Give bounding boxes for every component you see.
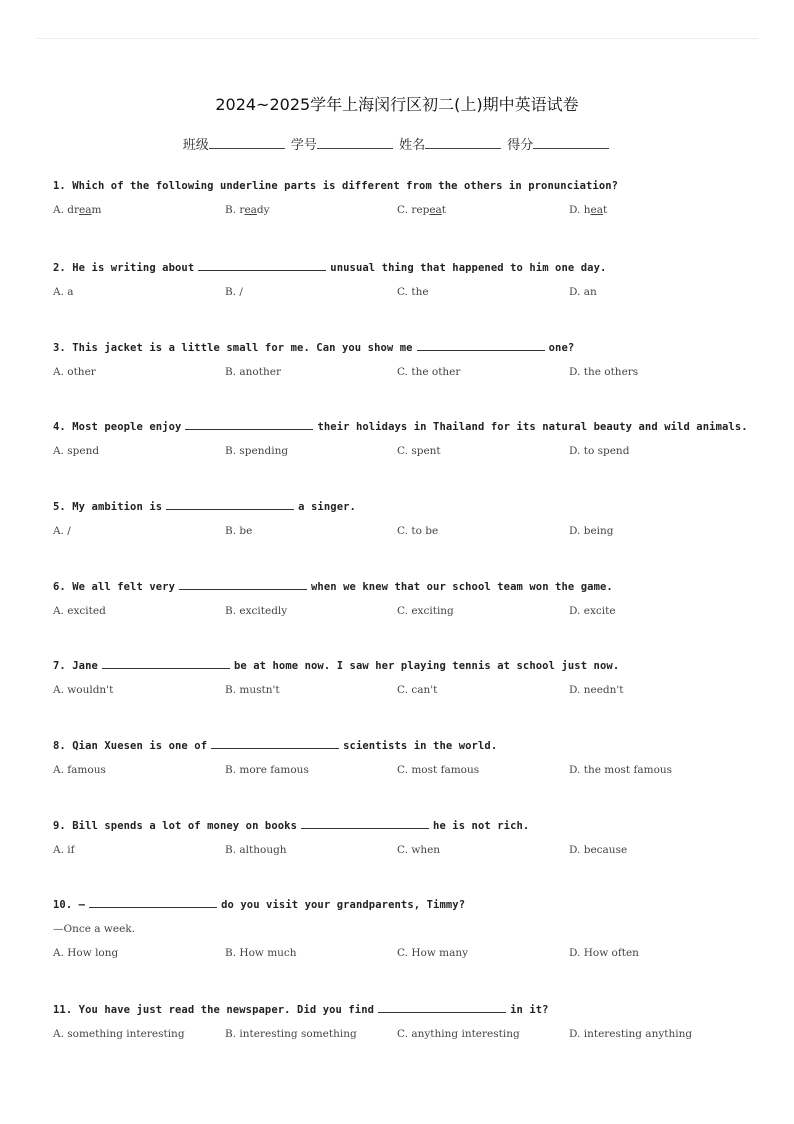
- option-letter: C.: [397, 366, 412, 378]
- stem-text-after: in it?: [510, 1004, 549, 1016]
- option-text: anything interesting: [411, 1028, 520, 1040]
- question-stem: [53, 818, 753, 832]
- option-b[interactable]: [225, 684, 280, 696]
- stem-text-before: 4. Most people enjoy: [53, 421, 182, 433]
- answer-blank[interactable]: [198, 260, 326, 271]
- question-stem: [53, 340, 753, 354]
- option-text: r: [239, 204, 245, 216]
- option-a[interactable]: [53, 1028, 185, 1040]
- option-c[interactable]: [397, 1028, 520, 1040]
- option-a[interactable]: [53, 605, 106, 617]
- option-text: How often: [583, 947, 639, 959]
- option-letter: A.: [53, 764, 68, 776]
- option-c[interactable]: [397, 844, 440, 856]
- answer-blank[interactable]: [417, 340, 545, 351]
- option-b[interactable]: [225, 366, 281, 378]
- option-c[interactable]: [397, 947, 468, 959]
- option-letter: D.: [569, 286, 584, 298]
- option-letter: D.: [569, 445, 584, 457]
- answer-blank[interactable]: [179, 579, 307, 590]
- option-letter: C.: [397, 286, 412, 298]
- option-letter: B.: [225, 525, 240, 537]
- option-letter: D.: [569, 844, 584, 856]
- question-stem: [53, 180, 753, 192]
- option-c[interactable]: [397, 366, 460, 378]
- option-text: the: [411, 286, 429, 298]
- answer-blank[interactable]: [89, 897, 217, 908]
- option-letter: D.: [569, 764, 584, 776]
- option-c[interactable]: [397, 605, 454, 617]
- option-letter: D.: [569, 684, 584, 696]
- question-stem: [53, 260, 753, 274]
- answer-options: [53, 684, 753, 698]
- question-6: [53, 579, 753, 619]
- option-letter: A.: [53, 445, 68, 457]
- answer-options: [53, 764, 753, 778]
- answer-options: [53, 947, 753, 961]
- option-text: excite: [583, 605, 616, 617]
- option-text: excited: [67, 605, 106, 617]
- question-stem: [53, 1002, 753, 1016]
- option-text: because: [583, 844, 628, 856]
- option-letter: B.: [225, 605, 240, 617]
- option-letter: A.: [53, 947, 68, 959]
- option-text: excitedly: [239, 605, 288, 617]
- score-label: 得分: [507, 138, 534, 153]
- option-d[interactable]: [569, 1028, 692, 1040]
- question-stem: [53, 419, 753, 433]
- option-text: being: [583, 525, 614, 537]
- answer-blank[interactable]: [185, 419, 313, 430]
- option-c[interactable]: [397, 204, 446, 216]
- option-text: interesting anything: [583, 1028, 693, 1040]
- option-text: /: [67, 525, 71, 537]
- option-letter: B.: [225, 844, 240, 856]
- option-text: dy: [256, 204, 270, 216]
- question-9: [53, 818, 753, 858]
- option-b[interactable]: [225, 286, 243, 298]
- option-letter: A.: [53, 1028, 68, 1040]
- answer-options: [53, 366, 753, 380]
- option-letter: B.: [225, 366, 240, 378]
- option-letter: C.: [397, 204, 412, 216]
- option-d[interactable]: [569, 366, 638, 378]
- option-letter: C.: [397, 605, 412, 617]
- option-letter: C.: [397, 844, 412, 856]
- stem-text-after: he is not rich.: [433, 820, 530, 832]
- option-d[interactable]: [569, 525, 614, 537]
- option-c[interactable]: [397, 764, 479, 776]
- option-text: needn't: [583, 684, 624, 696]
- option-text: another: [239, 366, 281, 378]
- option-text: spent: [411, 445, 441, 457]
- option-letter: D.: [569, 525, 584, 537]
- option-text: an: [583, 286, 597, 298]
- stem-text-after: do you visit your grandparents, Timmy?: [221, 899, 466, 911]
- option-letter: C.: [397, 525, 412, 537]
- option-letter: C.: [397, 1028, 412, 1040]
- class-label: 班级: [182, 138, 209, 153]
- option-b[interactable]: [225, 525, 252, 537]
- option-text: t: [441, 204, 447, 216]
- option-b[interactable]: [225, 947, 297, 959]
- option-text: when: [411, 844, 441, 856]
- option-c[interactable]: [397, 445, 441, 457]
- option-letter: B.: [225, 764, 240, 776]
- question-11: [53, 1002, 753, 1042]
- option-text: most famous: [411, 764, 480, 776]
- option-text: mustn't: [239, 684, 280, 696]
- header-divider: [36, 38, 758, 39]
- stem-text-after: a singer.: [298, 501, 356, 513]
- option-text: other: [67, 366, 96, 378]
- option-d[interactable]: [569, 764, 672, 776]
- option-letter: C.: [397, 445, 412, 457]
- answer-options: [53, 286, 753, 300]
- option-text: the most famous: [583, 764, 673, 776]
- option-a[interactable]: [53, 525, 71, 537]
- option-text: How much: [239, 947, 297, 959]
- option-letter: A.: [53, 286, 68, 298]
- answer-options: [53, 1028, 753, 1042]
- stem-text-before: 8. Qian Xuesen is one of: [53, 740, 208, 752]
- option-a[interactable]: [53, 204, 101, 216]
- option-text: How many: [411, 947, 469, 959]
- option-letter: D.: [569, 947, 584, 959]
- name-label: 姓名: [399, 138, 426, 153]
- stem-text-after: be at home now. I saw her playing tennis at school just now.: [233, 660, 620, 672]
- option-b[interactable]: [225, 605, 287, 617]
- option-letter: C.: [397, 684, 412, 696]
- option-text: h: [583, 204, 591, 216]
- question-stem: [53, 499, 753, 513]
- option-text: something interesting: [67, 1028, 185, 1040]
- option-letter: B.: [225, 286, 240, 298]
- question-2: [53, 260, 753, 300]
- answer-blank[interactable]: [301, 818, 429, 829]
- option-text: to spend: [583, 445, 630, 457]
- option-text: although: [239, 844, 287, 856]
- option-a[interactable]: [53, 947, 118, 959]
- stem-text-after: when we knew that our school team won the game.: [311, 581, 613, 593]
- option-text: can't: [411, 684, 438, 696]
- stem-text-after: one?: [548, 342, 575, 354]
- option-a[interactable]: [53, 844, 75, 856]
- option-d[interactable]: [569, 445, 629, 457]
- class-blank[interactable]: [209, 136, 285, 149]
- student-number-label: 学号: [290, 138, 317, 153]
- question-stem: [53, 579, 753, 593]
- option-letter: A.: [53, 844, 68, 856]
- option-letter: D.: [569, 605, 584, 617]
- option-text: to be: [411, 525, 439, 537]
- option-text: famous: [67, 764, 106, 776]
- option-letter: A.: [53, 525, 68, 537]
- option-c[interactable]: [397, 684, 437, 696]
- option-a[interactable]: [53, 764, 106, 776]
- option-text: exciting: [411, 605, 454, 617]
- stem-text-after: their holidays in Thailand for its natural beauty and wild animals.: [317, 421, 748, 433]
- option-letter: A.: [53, 204, 68, 216]
- option-text: How long: [67, 947, 119, 959]
- question-stem: [53, 738, 753, 752]
- option-letter: A.: [53, 684, 68, 696]
- option-text: wouldn't: [67, 684, 114, 696]
- underlined-letters: ea: [244, 204, 257, 216]
- question-4: [53, 419, 753, 459]
- option-text: /: [239, 286, 243, 298]
- student-number-blank[interactable]: [317, 136, 393, 149]
- question-stem: [53, 658, 753, 672]
- underlined-letters: ea: [429, 204, 442, 216]
- stem-text-before: 2. He is writing about: [53, 262, 195, 274]
- option-text: a: [67, 286, 74, 298]
- option-letter: B.: [225, 445, 240, 457]
- stem-text-before: 9. Bill spends a lot of money on books: [53, 820, 298, 832]
- stem-text-before: 1. Which of the following underline parts is different from the others in pronunciation?: [53, 180, 619, 192]
- option-text: more famous: [239, 764, 309, 776]
- option-text: t: [602, 204, 608, 216]
- question-8: [53, 738, 753, 778]
- question-stem: [53, 897, 753, 911]
- option-letter: A.: [53, 605, 68, 617]
- option-text: be: [239, 525, 253, 537]
- option-b[interactable]: [225, 204, 270, 216]
- option-letter: C.: [397, 764, 412, 776]
- page-title: 2024~2025学年上海闵行区初二(上)期中英语试卷: [215, 95, 579, 114]
- answer-options: [53, 844, 753, 858]
- answer-options: [53, 605, 753, 619]
- option-c[interactable]: [397, 525, 438, 537]
- question-10: [53, 897, 753, 961]
- question-3: [53, 340, 753, 380]
- stem-text-before: 6. We all felt very: [53, 581, 176, 593]
- answer-blank[interactable]: [378, 1002, 506, 1013]
- option-letter: D.: [569, 366, 584, 378]
- question-5: [53, 499, 753, 539]
- option-text: spend: [67, 445, 100, 457]
- option-a[interactable]: [53, 366, 96, 378]
- dialogue-reply: —Once a week.: [53, 923, 136, 935]
- answer-options: [53, 445, 753, 459]
- answer-options: [53, 204, 753, 218]
- question-1: [53, 180, 753, 218]
- option-letter: D.: [569, 204, 584, 216]
- option-text: if: [67, 844, 75, 856]
- option-letter: C.: [397, 947, 412, 959]
- option-letter: B.: [225, 204, 240, 216]
- option-text: the other: [411, 366, 461, 378]
- stem-text-before: 5. My ambition is: [53, 501, 163, 513]
- option-text: spending: [239, 445, 289, 457]
- score-blank[interactable]: [533, 136, 609, 149]
- stem-text-before: 3. This jacket is a little small for me. Can you show me: [53, 342, 413, 354]
- underlined-letters: ea: [590, 204, 603, 216]
- question-7: [53, 658, 753, 698]
- answer-options: [53, 525, 753, 539]
- answer-blank[interactable]: [166, 499, 294, 510]
- option-d[interactable]: [569, 684, 624, 696]
- option-c[interactable]: [397, 286, 429, 298]
- option-letter: B.: [225, 684, 240, 696]
- option-text: interesting something: [239, 1028, 357, 1040]
- name-blank[interactable]: [425, 136, 501, 149]
- answer-blank[interactable]: [211, 738, 339, 749]
- stem-text-before: 7. Jane: [53, 660, 98, 672]
- option-letter: A.: [53, 366, 68, 378]
- underlined-letters: ea: [79, 204, 92, 216]
- stem-text-before: 10. —: [53, 899, 86, 911]
- option-a[interactable]: [53, 684, 113, 696]
- option-d[interactable]: [569, 947, 639, 959]
- option-text: dr: [67, 204, 80, 216]
- student-info-line: [0, 134, 794, 153]
- option-d[interactable]: [569, 605, 616, 617]
- option-letter: B.: [225, 1028, 240, 1040]
- option-letter: B.: [225, 947, 240, 959]
- option-d[interactable]: [569, 204, 607, 216]
- option-letter: D.: [569, 1028, 584, 1040]
- option-a[interactable]: [53, 445, 99, 457]
- answer-blank[interactable]: [102, 658, 230, 669]
- stem-text-after: scientists in the world.: [343, 740, 498, 752]
- option-text: m: [91, 204, 102, 216]
- option-b[interactable]: [225, 445, 288, 457]
- option-text: the others: [583, 366, 639, 378]
- option-b[interactable]: [225, 764, 309, 776]
- option-d[interactable]: [569, 286, 597, 298]
- stem-text-after: unusual thing that happened to him one day.: [330, 262, 607, 274]
- option-a[interactable]: [53, 286, 74, 298]
- option-b[interactable]: [225, 1028, 357, 1040]
- option-d[interactable]: [569, 844, 627, 856]
- option-text: rep: [411, 204, 430, 216]
- stem-text-before: 11. You have just read the newspaper. Did you find: [53, 1004, 375, 1016]
- option-b[interactable]: [225, 844, 287, 856]
